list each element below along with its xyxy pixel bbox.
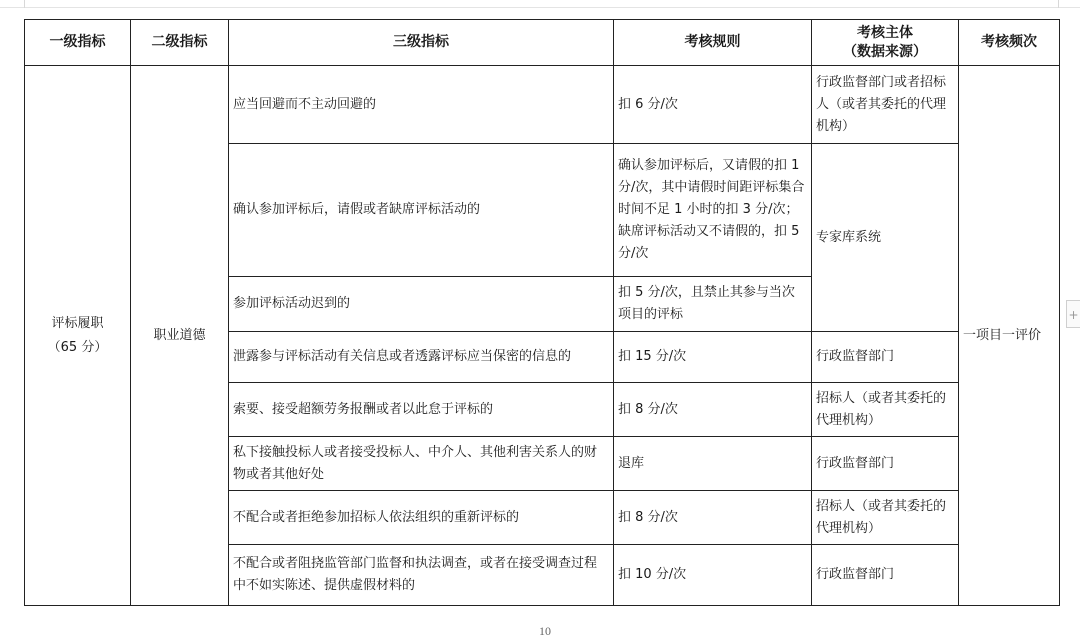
- subject-cell: 行政监督部门: [812, 332, 959, 383]
- level2-cell: 职业道德: [131, 66, 229, 606]
- indicator-cell: 不配合或者阻挠监管部门监督和执法调查，或者在接受调查过程中不如实陈述、提供虚假材料的: [229, 545, 614, 606]
- subject-cell: 招标人（或者其委托的代理机构）: [812, 491, 959, 545]
- indicator-cell: 索要、接受超额劳务报酬或者以此怠于评标的: [229, 383, 614, 437]
- rule-cell: 扣 8 分/次: [614, 491, 812, 545]
- indicator-cell: 应当回避而不主动回避的: [229, 66, 614, 144]
- rule-cell: 扣 15 分/次: [614, 332, 812, 383]
- header-subject-line1: 考核主体: [857, 24, 913, 41]
- subject-cell: 专家库系统: [812, 144, 959, 332]
- header-level3: 三级指标: [229, 20, 614, 66]
- subject-cell: 行政监督部门: [812, 437, 959, 491]
- header-frequency: 考核频次: [959, 20, 1060, 66]
- rule-cell: 确认参加评标后，又请假的扣 1 分/次，其中请假时间距评标集合时间不足 1 小时的扣 3 分/次；缺席评标活动又不请假的，扣 5 分/次: [614, 144, 812, 277]
- indicator-cell: 私下接触投标人或者接受投标人、中介人、其他利害关系人的财物或者其他好处: [229, 437, 614, 491]
- header-subject: [812, 20, 959, 66]
- side-expand-button[interactable]: +: [1066, 300, 1080, 328]
- evaluation-indicator-table: [24, 19, 1060, 606]
- subject-cell: 行政监督部门或者招标人（或者其委托的代理机构）: [812, 66, 959, 144]
- level1-cell: [25, 66, 131, 606]
- header-subject-line2: （数据来源）: [843, 43, 927, 60]
- subject-cell: 行政监督部门: [812, 545, 959, 606]
- rule-cell: 扣 5 分/次，且禁止其参与当次项目的评标: [614, 277, 812, 332]
- header-level1: 一级指标: [25, 20, 131, 66]
- table-header-row: [25, 20, 1060, 66]
- level1-score: （65 分）: [47, 339, 108, 355]
- indicator-cell: 不配合或者拒绝参加招标人依法组织的重新评标的: [229, 491, 614, 545]
- header-rule: 考核规则: [614, 20, 812, 66]
- frequency-cell: 一项目一评价: [959, 66, 1060, 606]
- page-top-edge: [0, 0, 1080, 8]
- header-level2: 二级指标: [131, 20, 229, 66]
- indicator-cell: 确认参加评标后，请假或者缺席评标活动的: [229, 144, 614, 277]
- subject-cell: 招标人（或者其委托的代理机构）: [812, 383, 959, 437]
- page-number: 10: [539, 624, 551, 638]
- rule-cell: 扣 10 分/次: [614, 545, 812, 606]
- rule-cell: 退库: [614, 437, 812, 491]
- table-row: [25, 66, 1060, 144]
- rule-cell: 扣 6 分/次: [614, 66, 812, 144]
- indicator-cell: 泄露参与评标活动有关信息或者透露评标应当保密的信息的: [229, 332, 614, 383]
- level1-name: 评标履职: [51, 315, 104, 331]
- indicator-cell: 参加评标活动迟到的: [229, 277, 614, 332]
- rule-cell: 扣 8 分/次: [614, 383, 812, 437]
